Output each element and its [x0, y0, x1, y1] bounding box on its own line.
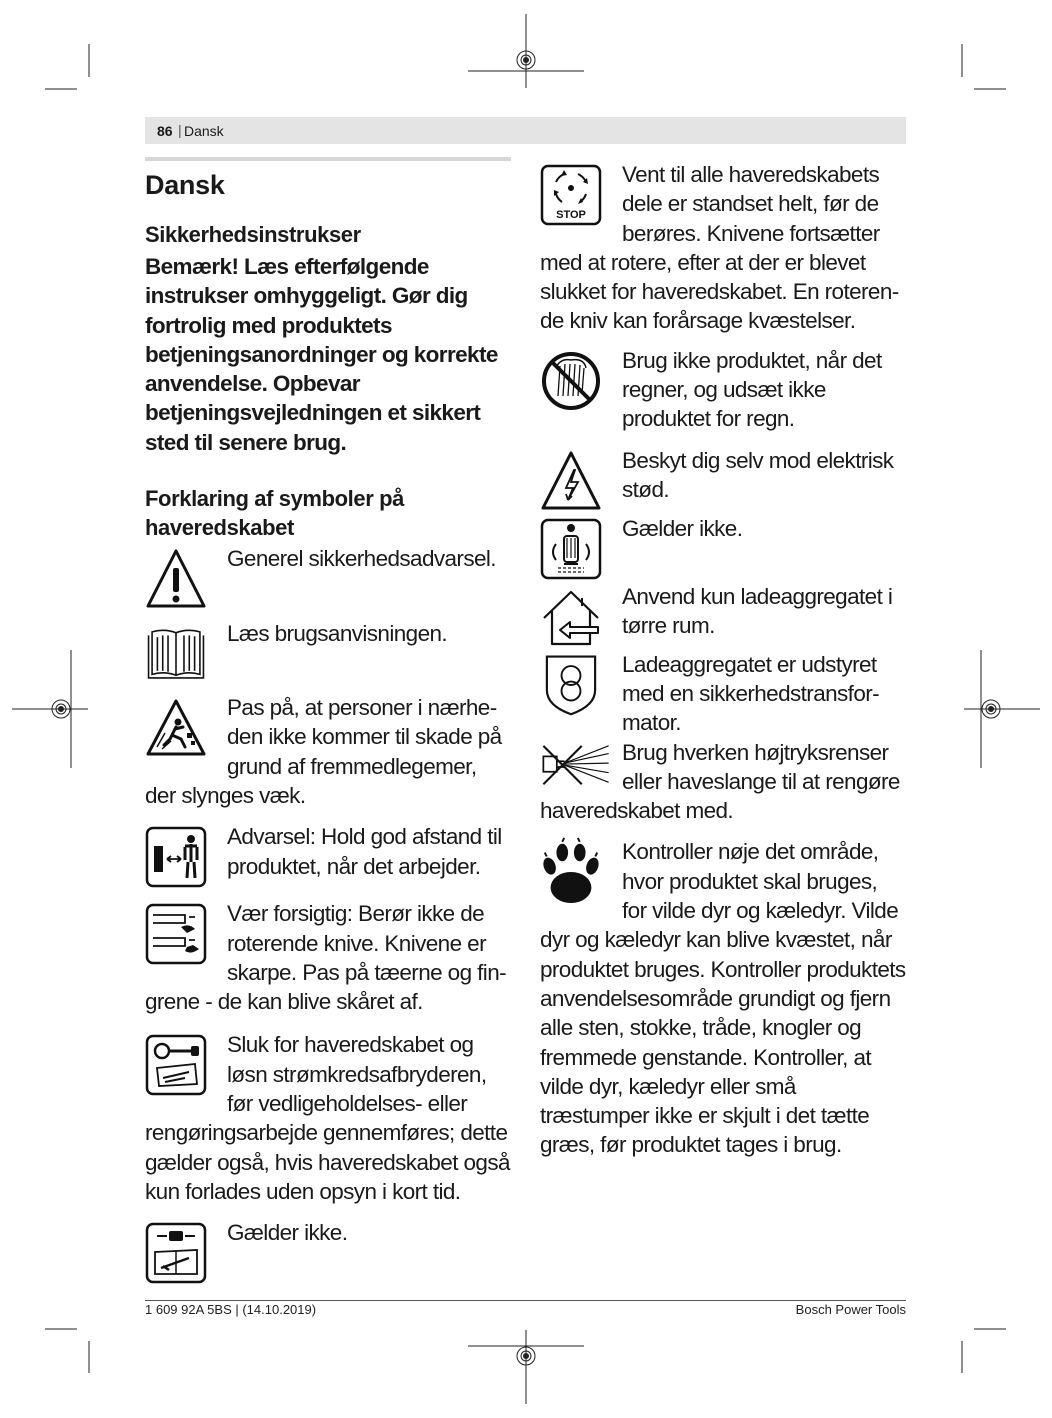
symbol-text: Generel sikkerhedsadvarsel. [227, 546, 496, 572]
symbol-text: Advarsel: Hold god afstand til produktet, når det arbejder. [227, 824, 502, 879]
keep-distance-icon [145, 826, 207, 888]
page-title: Dansk [145, 170, 225, 200]
right-column [540, 160, 906, 1160]
electric-shock-icon [540, 450, 602, 512]
symbol-entry [145, 544, 511, 612]
safety-notice: Bemærk! Læs efterfølgende instrukser omhyggeligt. Gør dig fortrolig med produktets betjeningsanordninger og korrekte anvendelse. Opbevar betjeningsvejledningen et sikkert sted til senere brug. [145, 254, 498, 455]
symbol-entry [145, 1030, 511, 1206]
symbol-text: Beskyt dig selv mod elektrisk stød. [622, 447, 894, 502]
header-separator: | [178, 122, 182, 138]
read-manual-book-icon [145, 623, 207, 685]
symbol-entry [540, 160, 906, 336]
stop-rotation-icon [540, 164, 602, 226]
no-rain-icon [540, 350, 602, 412]
indoor-charging-icon [540, 586, 602, 648]
symbol-entry [540, 346, 906, 434]
symbol-entry [540, 738, 906, 826]
symbol-text: Brug ikke produktet, når det regner, og udsæt ikke produktet for regn. [622, 347, 882, 432]
stop-label: STOP [556, 209, 586, 221]
symbol-entry [145, 693, 511, 810]
thrown-objects-hazard-icon [145, 697, 207, 759]
symbol-entry [145, 899, 511, 1016]
symbol-text: Vent til alle haveredskabets dele er standset helt, før de berøres. Knivene fortsætter med at rotere, efter at der er blevet slukket for haveredskabet. En roterende kniv kan forårsage kvæstelser. [540, 162, 900, 334]
disconnect-before-maintenance-icon [145, 1034, 207, 1096]
symbol-entry [145, 1218, 511, 1286]
footer-doc-code: 1 609 92A 5BS | (14.10.2019) [145, 1302, 317, 1317]
symbol-entry [540, 837, 906, 1159]
symbol-text: Pas på, at personer i nærheden ikke kommer til skade på grund af fremmedlegemer, der slynges væk. [145, 695, 502, 808]
footer-brand: Bosch Power Tools [795, 1302, 906, 1317]
symbol-entry [540, 650, 906, 738]
symbol-text: Læs brugsanvisningen. [227, 621, 448, 647]
page-number: 86 [157, 123, 173, 139]
symbol-entry [540, 514, 906, 582]
symbol-text: Kontroller nøje det område, hvor produktet skal bruges, for vilde dyr og kæledyr. Vilde dyr og kæledyr kan blive kvæstet, når produktet bruges. Kontroller produktets anvendelsesområde grundigt og fjern alle sten, stokke, tråde, knogler og fremmede genstande. Kontroller, at vilde dyr, kæledyr eller små træstumper ikke er skjult i det tætte græs, før produktet tages i brug. [540, 839, 906, 1158]
symbol-entry [145, 619, 511, 687]
symbol-entry [540, 446, 906, 514]
symbol-text: Brug hverken højtryksrenser eller haveslange til at rengøre haveredskabet med. [540, 739, 900, 824]
header-language: Dansk [184, 123, 224, 139]
left-column [145, 160, 511, 1286]
section-heading: Sikkerhedsinstrukser [145, 222, 361, 247]
footer-rule [145, 1300, 906, 1301]
symbol-text: Gælder ikke. [622, 515, 743, 541]
symbol-text: Anvend kun ladeaggregatet i tørre rum. [622, 583, 893, 638]
symbol-entry [145, 822, 511, 890]
symbol-text: Gælder ikke. [227, 1220, 348, 1246]
symbol-text: Vær forsigtig: Berør ikke de roterende knive. Knivene er skarpe. Pas på tæerne og fingrene - de kan blive skåret af. [145, 901, 507, 1015]
symbols-heading: Forklaring af symboler på haveredskabet [145, 486, 404, 541]
remove-battery-manual-icon [145, 1222, 207, 1284]
symbol-entry [540, 582, 906, 650]
symbol-text: Sluk for haveredskabet og løsn strømkredsafbryderen, før vedligeholdelses- eller rengøringsarbejde gennemføres; dette gælder også, hvis haveredskabet også kun forlades uden opsyn i kort tid. [145, 1032, 510, 1204]
safety-transformer-icon [540, 654, 602, 716]
page-header [145, 117, 906, 144]
warning-triangle-icon [145, 548, 207, 610]
rotating-blades-hand-icon [145, 903, 207, 965]
no-riding-icon [540, 518, 602, 580]
symbol-text: Ladeaggregatet er udstyret med en sikkerhedstransformator. [622, 651, 880, 736]
animal-paw-icon [540, 837, 602, 899]
no-water-jet-icon [540, 742, 602, 790]
